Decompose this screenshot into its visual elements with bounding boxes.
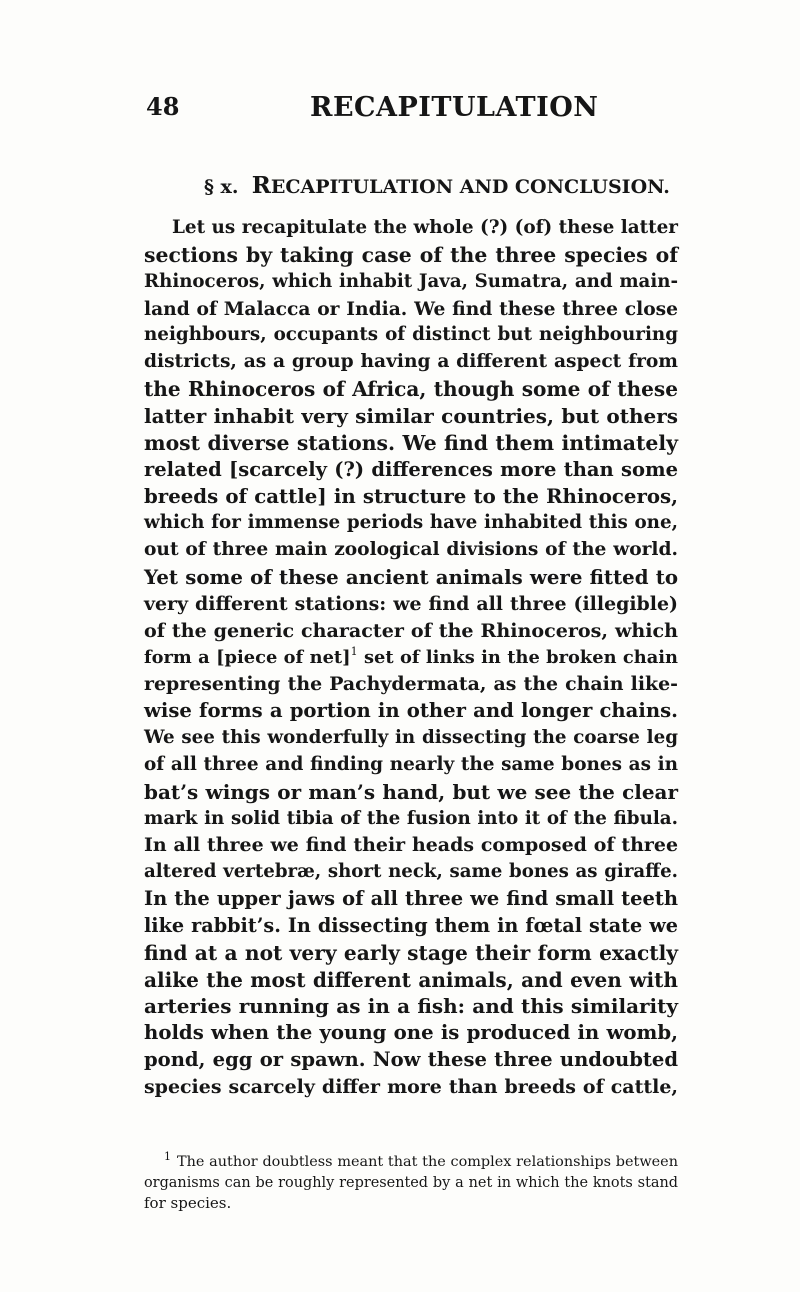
body-line: sections by taking case of the three species of — [144, 242, 678, 267]
body-line-part: form a [piece of net] — [144, 646, 351, 668]
running-title: RECAPITULATION — [310, 92, 599, 123]
body-line: wise forms a portion in other and longer chains. — [144, 699, 678, 723]
body-line: of the generic character of the Rhinoceros, which — [144, 619, 678, 642]
section-mark: § x. — [204, 176, 239, 198]
body-line: of all three and finding nearly the same bones as in — [144, 753, 678, 775]
body-line: species scarcely differ more than breeds of cattle, — [144, 1076, 678, 1098]
body-line: Rhinoceros, which inhabit Java, Sumatra, and main- — [144, 270, 678, 292]
body-line: the Rhinoceros of Africa, though some of these — [144, 377, 678, 402]
footnote-reference[interactable]: 1 — [350, 644, 358, 658]
body-line: most diverse stations. We find them intimately — [144, 430, 678, 455]
body-line: which for immense periods have inhabited this one, — [144, 512, 678, 534]
body-line-with-footnote — [144, 645, 678, 672]
footnote-line: organisms can be roughly represented by a net in which the knots stand — [144, 1174, 678, 1191]
body-line: land of Malacca or India. We find these three close — [144, 297, 678, 320]
footnote-line-text: The author doubtless meant that the complex relationships between — [177, 1154, 678, 1170]
body-line: latter inhabit very similar countries, but others — [144, 403, 678, 428]
body-line: very different stations: we find all three (illegible) — [144, 592, 678, 615]
body-line: We see this wonderfully in dissecting the coarse leg — [144, 727, 678, 749]
body-text — [144, 215, 678, 1101]
footnote-line — [144, 1152, 678, 1173]
body-line: altered vertebræ, short neck, same bones as giraffe. — [144, 861, 678, 883]
body-line: holds when the young one is produced in womb, — [144, 1021, 678, 1045]
body-line: find at a not very early stage their form exactly — [144, 940, 678, 965]
body-line: related [scarcely (?) differences more than some — [144, 457, 678, 481]
body-line: Let us recapitulate the whole (?) (of) these latter — [172, 217, 678, 238]
body-line: Yet some of these ancient animals were fitted to — [144, 564, 678, 589]
body-line: breeds of cattle] in structure to the Rhinoceros, — [144, 484, 678, 509]
running-head — [146, 92, 676, 132]
body-line: bat’s wings or man’s hand, but we see the clear — [144, 779, 678, 804]
body-line: like rabbit’s. In dissecting them in fœtal state we — [144, 913, 678, 937]
page-number: 48 — [146, 92, 180, 121]
body-line: arteries running as in a fish: and this similarity — [144, 994, 678, 1019]
body-line: out of three main zoological divisions of the world. — [144, 539, 678, 561]
body-line: mark in solid tibia of the fusion into it of the fibula. — [144, 807, 678, 829]
body-line: alike the most different animals, and even with — [144, 967, 678, 992]
body-line: representing the Pachydermata, as the chain like- — [144, 673, 678, 696]
body-line: In the upper jaws of all three we find small teeth — [144, 887, 678, 911]
section-title-rest: ECAPITULATION AND CONCLUSION. — [270, 176, 670, 198]
footnote-mark: 1 — [164, 1150, 171, 1163]
body-line-part: set of links in the broken chain — [357, 646, 678, 668]
body-line: In all three we find their heads composed of three — [144, 834, 678, 857]
footnote-line: for species. — [144, 1194, 232, 1212]
body-line: pond, egg or spawn. Now these three undoubted — [144, 1048, 678, 1072]
body-line: neighbours, occupants of distinct but neighbouring — [144, 324, 678, 346]
footnote — [144, 1152, 678, 1214]
section-heading — [204, 172, 684, 199]
section-title-initial: R — [251, 172, 271, 199]
body-line: districts, as a group having a different aspect from — [144, 351, 678, 373]
